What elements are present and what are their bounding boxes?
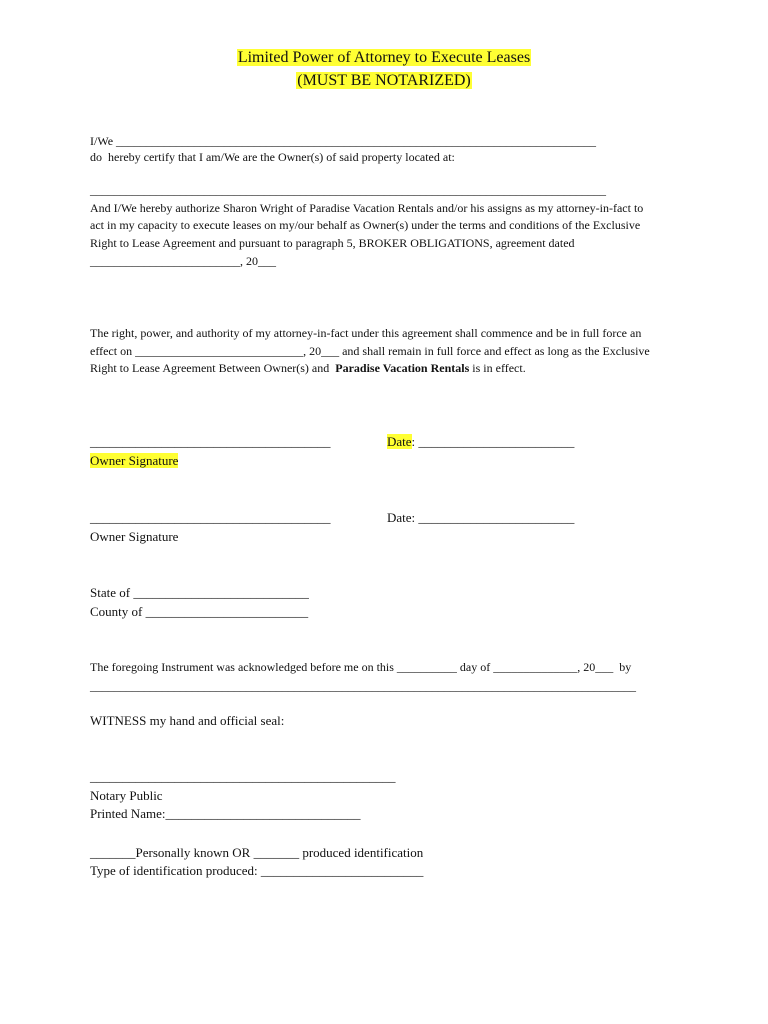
printed-name-line: Printed Name:______________________________ — [90, 806, 361, 821]
authorize-text-2: act in my capacity to execute leases on my/our behalf as Owner(s) under the terms and conditions of the Exclusive — [90, 218, 641, 232]
rights-text-3: Right to Lease Agreement Between Owner(s) and Paradise Vacation Rentals is in effect. — [90, 361, 526, 375]
owner-signature-line-2: _____________________________________ — [90, 510, 331, 525]
owner-signature-line-1: _____________________________________ — [90, 434, 331, 449]
owner-signature-label-2: Owner Signature — [90, 529, 179, 544]
witness-text: WITNESS my hand and official seal: — [90, 713, 285, 728]
owner-name-line: I/We ________________________________________________________________________________ — [90, 134, 597, 148]
identification-type-line: Type of identification produced: _________________________ — [90, 863, 424, 878]
notary-signature-line: _______________________________________________ — [90, 769, 396, 784]
date-label-highlighted: Date — [387, 434, 412, 449]
acknowledgement-text: The foregoing Instrument was acknowledged before me on this __________ day of ______________, 20___ by — [90, 660, 632, 674]
identification-options: _______Personally known OR _______ produced identification — [90, 845, 424, 860]
notary-public-label: Notary Public — [90, 788, 163, 803]
state-line: State of ___________________________ — [90, 585, 309, 600]
acknowledgement-blank: ___________________________________________________________________________________________ — [90, 679, 636, 693]
authorize-text-3: Right to Lease Agreement and pursuant to paragraph 5, BROKER OBLIGATIONS, agreement dated — [90, 236, 575, 250]
authorize-text-1: And I/We hereby authorize Sharon Wright of Paradise Vacation Rentals and/or his assigns as my attorney-in-fact to — [90, 201, 644, 215]
owner-signature-label-1: Owner Signature — [90, 453, 179, 468]
document-subtitle: (MUST BE NOTARIZED) — [297, 72, 471, 89]
document-title: Limited Power of Attorney to Execute Leases — [237, 49, 531, 66]
property-address-blank: ______________________________________________________________________________________ — [90, 183, 606, 197]
date-field-1: Date: ________________________ — [387, 434, 575, 449]
date-field-2: Date: ________________________ — [387, 510, 575, 525]
county-line: County of _________________________ — [90, 604, 309, 619]
rights-text-1: The right, power, and authority of my attorney-in-fact under this agreement shall commence and be in full force an — [90, 326, 642, 340]
company-name: Paradise Vacation Rentals — [335, 361, 470, 375]
certify-text: do hereby certify that I am/We are the Owner(s) of said property located at: — [90, 150, 455, 164]
agreement-date-blank: _________________________, 20___ — [90, 254, 276, 268]
rights-text-2: effect on ____________________________, 20___ and shall remain in full force and effect as long as the Exclusive — [90, 344, 650, 358]
